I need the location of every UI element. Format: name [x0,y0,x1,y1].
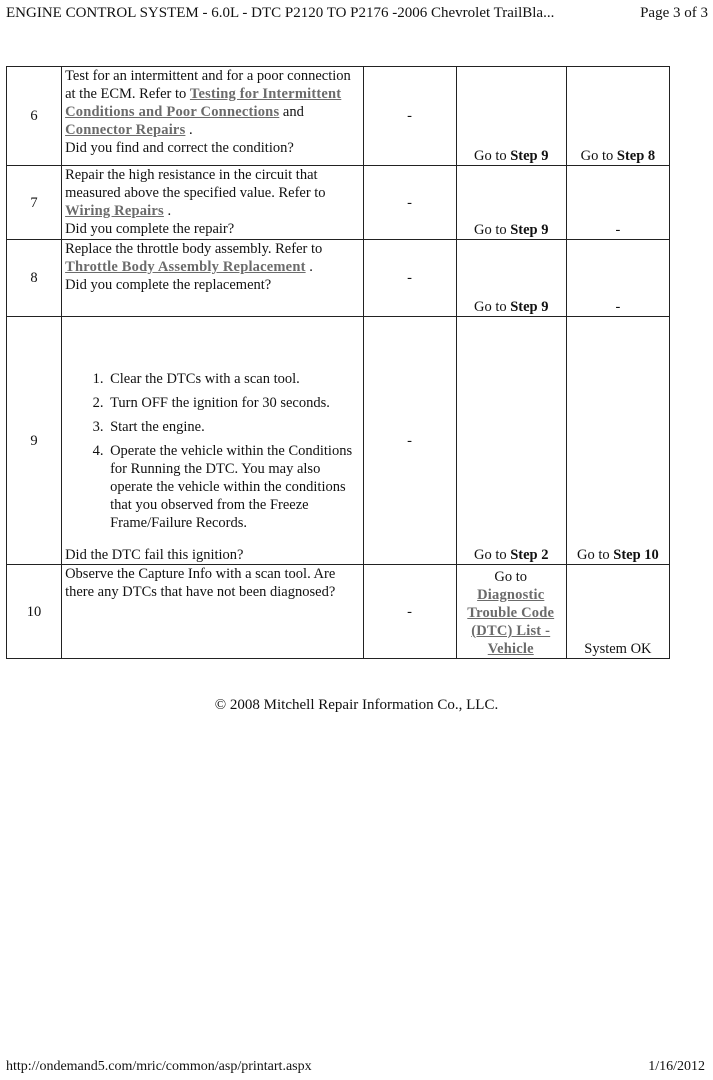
no-action: Go to Step 8 [566,67,669,166]
step-number: 8 [7,240,62,317]
step-value: - [363,240,456,317]
step-question: Did you find and correct the condition? [65,140,294,156]
table-row [7,166,670,240]
print-url: http://ondemand5.com/mric/common/asp/printart.aspx [6,1059,312,1074]
link-wiring-repairs[interactable]: Wiring Repairs [65,203,164,219]
copyright-notice: © 2008 Mitchell Repair Information Co., LLC. [214,697,499,713]
list-item: 1. Clear the DTCs with a scan tool. [107,370,359,388]
table-row [7,240,670,317]
step-question: Did you complete the replacement? [65,277,272,293]
no-action: Go to Step 10 [566,317,669,565]
yes-step-link[interactable]: Step 9 [510,299,549,315]
step-action: Repair the high resistance in the circuit that measured above the specified value. Refer to Wiring Repairs . Did you complete the repair? [62,166,363,240]
step-action [62,317,363,565]
step-number: 7 [7,166,62,240]
link-testing-intermittent[interactable]: Testing for Intermittent Conditions and Poor Connections [65,86,342,120]
document-title: ENGINE CONTROL SYSTEM - 6.0L - DTC P2120 TO P2176 -2006 Chevrolet TrailBla... [6,5,555,21]
no-action: - [566,166,669,240]
yes-step-link[interactable]: Step 9 [510,148,549,164]
yes-action: Go to Step 9 [456,240,566,317]
step-action: Observe the Capture Info with a scan tool. Are there any DTCs that have not been diagnosed? [62,565,363,659]
table-row [7,67,670,166]
step-action: Test for an intermittent and for a poor connection at the ECM. Refer to Testing for Intermittent Conditions and Poor Connections and Connector Repairs . Did you find and correct the condition? [62,67,363,166]
list-item: 2. Turn OFF the ignition for 30 seconds. [107,394,359,412]
step-number: 9 [7,317,62,565]
link-throttle-body-replacement[interactable]: Throttle Body Assembly Replacement [65,259,306,275]
no-step-link[interactable]: Step 10 [613,547,659,563]
yes-action: Go to Step 9 [456,67,566,166]
page-number: Page 3 of 3 [640,5,708,21]
yes-action: Go to Step 9 [456,166,566,240]
table-row [7,565,670,659]
yes-action: Go to Step 2 [456,317,566,565]
step-action: Replace the throttle body assembly. Refer to Throttle Body Assembly Replacement . Did you complete the replacement? [62,240,363,317]
list-item: 4. Operate the vehicle within the Conditions for Running the DTC. You may also operate the vehicle within the conditions that you observed from the Freeze Frame/Failure Records. [107,442,359,532]
substep-list [65,370,359,532]
yes-action: Go to Diagnostic Trouble Code (DTC) List - Vehicle [456,565,566,659]
step-question: Did you complete the repair? [65,221,235,237]
page-header [6,5,708,25]
yes-step-link[interactable]: Step 2 [510,547,549,563]
step-question: Did the DTC fail this ignition? [65,547,244,563]
step-value: - [363,166,456,240]
yes-step-link[interactable]: Step 9 [510,222,549,238]
print-date: 1/16/2012 [648,1059,705,1074]
list-item: 3. Start the engine. [107,418,359,436]
no-step-link[interactable]: Step 8 [616,148,656,164]
table-row [7,317,670,565]
link-connector-repairs[interactable]: Connector Repairs [65,122,186,138]
step-number: 10 [7,565,62,659]
no-action: - [566,240,669,317]
step-value: - [363,317,456,565]
link-dtc-list[interactable]: Diagnostic Trouble Code (DTC) List - Vehicle [467,587,555,657]
step-number: 6 [7,67,62,166]
diagnostic-steps-table [6,66,670,659]
step-value: - [363,67,456,166]
no-action: System OK [566,565,669,659]
step-value: - [363,565,456,659]
